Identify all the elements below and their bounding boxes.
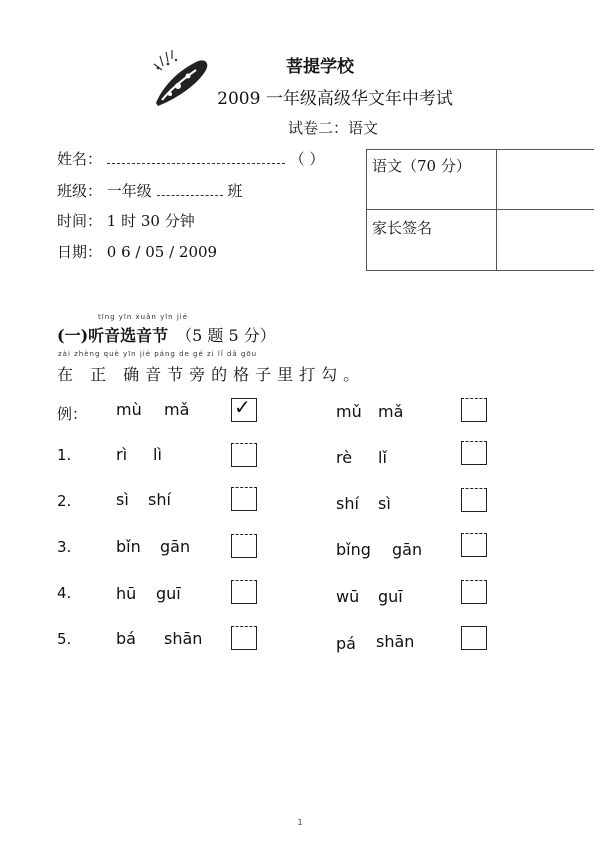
section-title-paren: （5 题 5 分）: [176, 326, 276, 345]
left-answer-box[interactable]: [231, 580, 257, 604]
left-answer-box[interactable]: [231, 487, 257, 511]
left-answer-box[interactable]: [231, 534, 257, 558]
class-value: 一年级: [106, 182, 152, 200]
left-syllable-2: mǎ: [164, 400, 190, 419]
row-label: 1.: [57, 446, 72, 464]
right-syllable-1: mǔ: [336, 402, 362, 421]
date-row: [57, 241, 217, 262]
left-syllable-2: lì: [153, 445, 162, 464]
section-title: [57, 323, 276, 346]
left-syllable-2: guī: [156, 584, 181, 603]
row-label: 例：: [57, 405, 88, 423]
class-field[interactable]: [157, 183, 223, 196]
name-label: 姓名：: [57, 150, 103, 168]
page-number: 1: [297, 818, 303, 827]
left-syllable-2: gān: [160, 537, 191, 556]
left-syllable-1: sì: [116, 490, 129, 509]
class-suffix: 班: [227, 182, 243, 200]
right-syllable-2: guī: [378, 587, 403, 606]
instruction: 在 正 确音节旁的格子里打勾。: [57, 365, 366, 384]
right-answer-box[interactable]: [461, 626, 487, 650]
left-syllable-1: rì: [116, 445, 128, 464]
section-title-text: (一)听音选音节: [57, 326, 169, 345]
row-label: 2.: [57, 492, 72, 510]
section-title-pinyin: tīng yīn xuǎn yīn jié: [98, 313, 189, 321]
paper-title: 试卷二：语文: [288, 119, 379, 137]
right-syllable-2: shān: [376, 632, 415, 651]
right-syllable-1: wū: [336, 587, 360, 606]
name-field[interactable]: [107, 151, 285, 164]
score-table: [366, 149, 594, 271]
row-label: 5.: [57, 630, 72, 648]
time-value: 1 时 30 分钟: [106, 212, 195, 230]
right-syllable-1: rè: [336, 448, 353, 467]
right-answer-box[interactable]: [461, 488, 487, 512]
exam-title: 2009 一年级高级华文年中考试: [217, 89, 453, 109]
signature-field[interactable]: [500, 213, 592, 267]
check-mark-icon: ✓: [234, 395, 251, 419]
left-answer-box[interactable]: [231, 395, 257, 422]
left-answer-box[interactable]: [231, 443, 257, 467]
left-syllable-1: mù: [116, 400, 142, 419]
left-syllable-2: shí: [148, 490, 171, 509]
right-syllable-2: mǎ: [378, 402, 404, 421]
right-answer-box[interactable]: [461, 580, 487, 604]
left-syllable-1: bá: [116, 629, 136, 648]
right-syllable-1: bǐng: [336, 540, 371, 559]
name-paren[interactable]: （ ）: [289, 150, 325, 168]
right-syllable-2: lǐ: [378, 448, 387, 467]
left-syllable-2: shān: [164, 629, 203, 648]
right-syllable-1: pá: [336, 634, 356, 653]
school-name: 菩提学校: [286, 57, 354, 77]
instruction-pinyin: zài zhèng què yīn jié páng de gé zi lǐ dǎ gōu: [58, 350, 258, 358]
right-syllable-2: sì: [378, 494, 391, 513]
row-label: 3.: [57, 538, 72, 556]
right-syllable-2: gān: [392, 540, 423, 559]
time-label: 时间：: [57, 212, 103, 230]
right-answer-box[interactable]: [461, 441, 487, 465]
parent-signature-label: 家长签名: [372, 219, 433, 237]
right-answer-box[interactable]: [461, 533, 487, 557]
class-label: 班级：: [57, 182, 103, 200]
score-field[interactable]: [500, 153, 592, 207]
row-label: 4.: [57, 584, 72, 602]
name-row: [57, 148, 324, 169]
left-syllable-1: hū: [116, 584, 137, 603]
class-row: [57, 180, 242, 201]
date-label: 日期：: [57, 243, 103, 261]
date-value: 0 6 / 05 / 2009: [106, 243, 218, 261]
subject-score-label: 语文（70 分）: [372, 157, 471, 175]
left-syllable-1: bǐn: [116, 537, 141, 556]
time-row: [57, 210, 195, 231]
right-syllable-1: shí: [336, 494, 359, 513]
left-answer-box[interactable]: [231, 626, 257, 650]
right-answer-box[interactable]: [461, 398, 487, 422]
